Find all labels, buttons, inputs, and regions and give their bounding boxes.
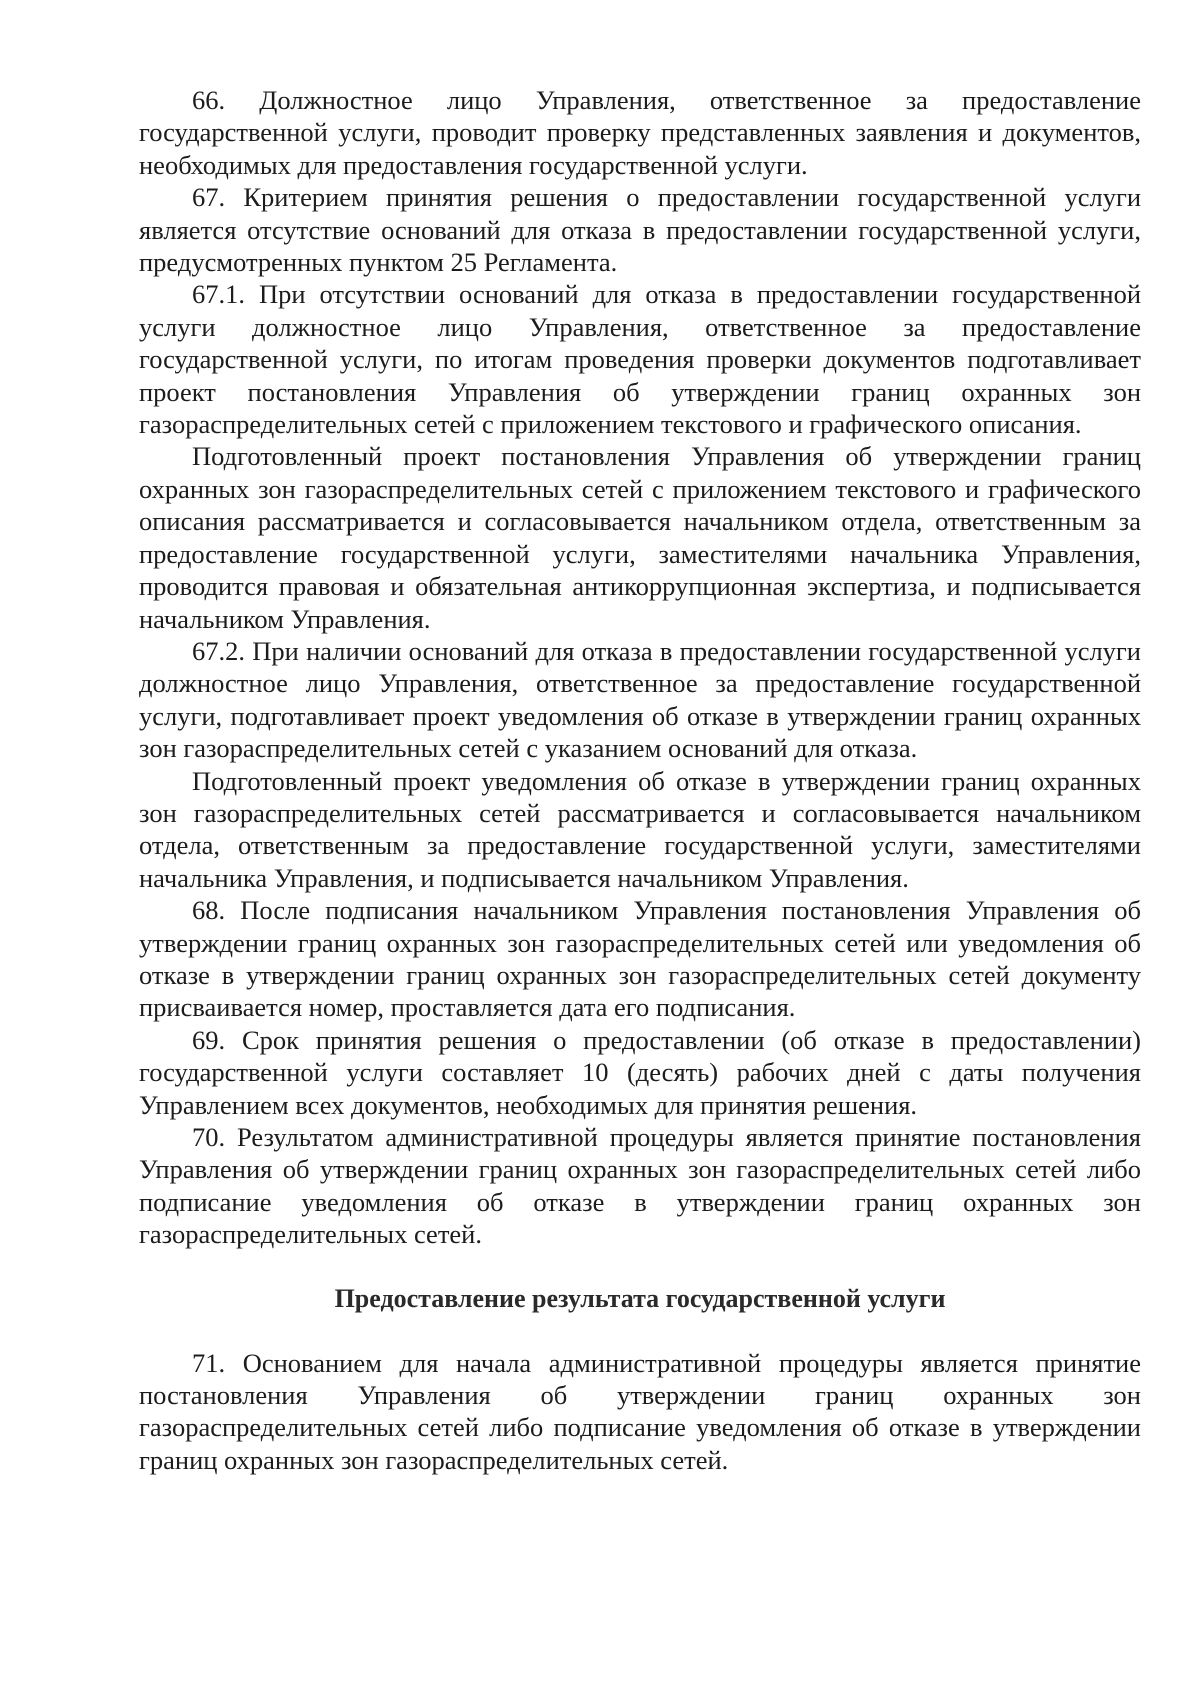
paragraph-70: 70. Результатом административной процедуры является принятие постановления Управления об утверждении границ охранных зон газораспределительных сетей либо подписание уведомления об отказе в утверждении границ охранных зон газораспределительных сетей.	[139, 1122, 1141, 1250]
paragraph-68: 68. После подписания начальником Управления постановления Управления об утверждении границ охранных зон газораспределительных сетей или уведомления об отказе в утверждении границ охранных зон газораспределительных сетей документу присваивается номер, проставляется дата его подписания.	[139, 895, 1141, 1023]
paragraph-66: 66. Должностное лицо Управления, ответственное за предоставление государственной услуги, проводит проверку представленных заявления и документов, необходимых для предоставления государственной услуги.	[139, 85, 1141, 180]
paragraph-67-2: 67.2. При наличии оснований для отказа в предоставлении государственной услуги должностное лицо Управления, ответственное за предоставление государственной услуги, подготавливает проект уведомления об отказе в утверждении границ охранных зон газораспределительных сетей с указанием оснований для отказа.	[139, 635, 1141, 764]
paragraph-67-1: 67.1. При отсутствии оснований для отказа в предоставлении государственной услуги должностное лицо Управления, ответственное за предоставление государственной услуги, по итогам проведения проверки документов подготавливает проект постановления Управления об утверждении границ охранных зон газораспределительных сетей с приложением текстового и графического описания.	[139, 279, 1141, 440]
paragraph-69: 69. Срок принятия решения о предоставлении (об отказе в предоставлении) государственной услуги составляет 10 (десять) рабочих дней с даты получения Управлением всех документов, необходимых для принятия решения.	[139, 1024, 1141, 1120]
paragraph-67-2-continued: Подготовленный проект уведомления об отказе в утверждении границ охранных зон газораспределительных сетей рассматривается и согласовывается начальником отдела, ответственным за предоставление государственной услуги, заместителями начальника Управления, и подписывается начальником Управления.	[139, 765, 1141, 893]
section-heading: Предоставление результата государственной услуги	[334, 1283, 946, 1313]
paragraph-67-1-continued: Подготовленный проект постановления Управления об утверждении границ охранных зон газораспределительных сетей с приложением текстового и графического описания рассматривается и согласовывается начальником отдела, ответственным за предоставление государственной услуги, заместителями начальника Управления, проводится правовая и обязательная антикоррупционная экспертиза, и подписывается начальником Управления.	[139, 441, 1141, 634]
paragraph-67: 67. Критерием принятия решения о предоставлении государственной услуги является отсутствие оснований для отказа в предоставлении государственной услуги, предусмотренных пунктом 25 Регламента.	[139, 182, 1141, 278]
document-page	[139, 84, 1141, 1476]
paragraph-71: 71. Основанием для начала административной процедуры является принятие постановления Управления об утверждении границ охранных зон газораспределительных сетей либо подписание уведомления об отказе в утверждении границ охранных зон газораспределительных сетей.	[139, 1347, 1141, 1475]
